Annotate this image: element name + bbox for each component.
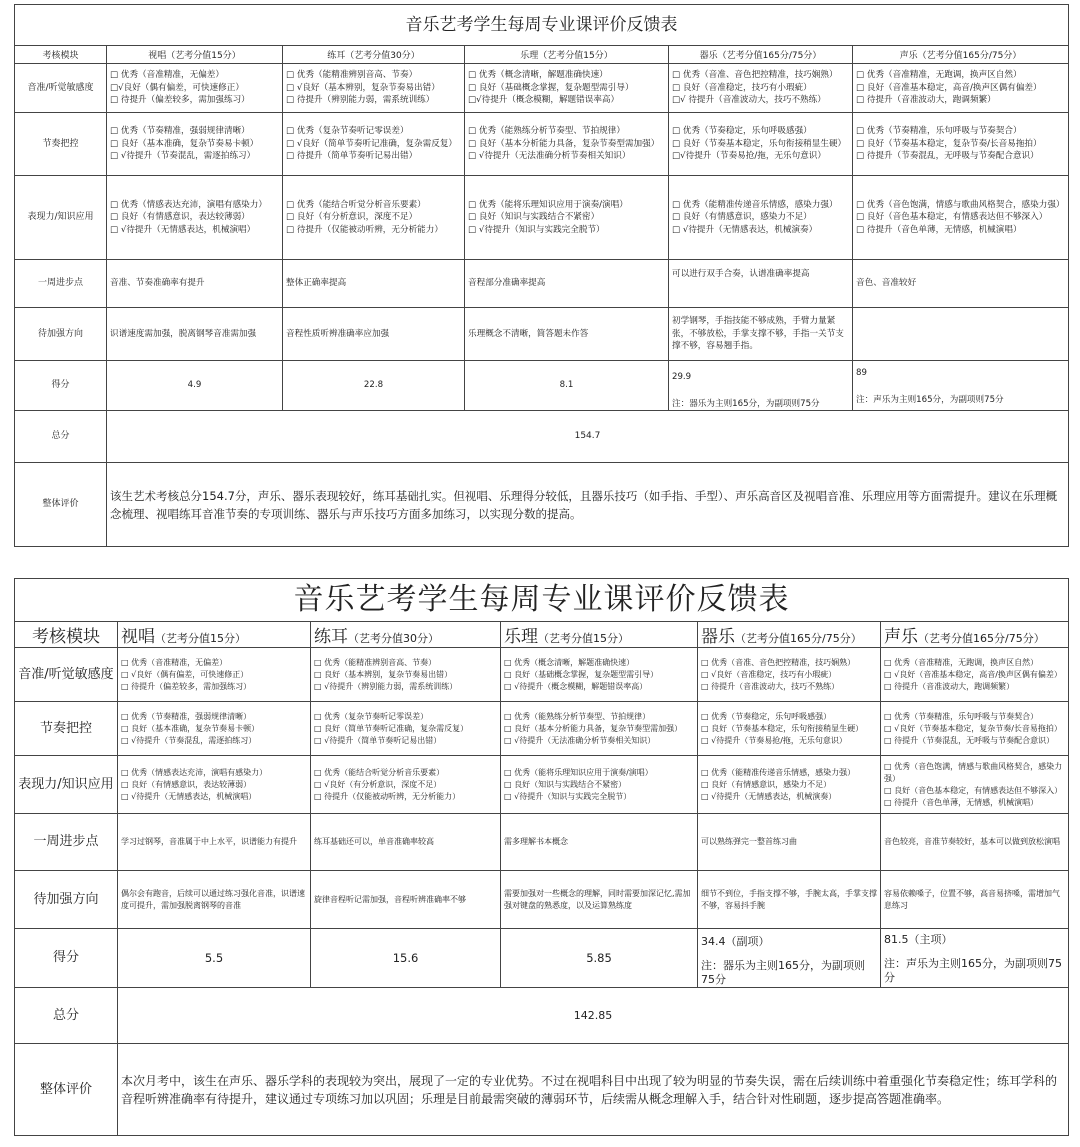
score-cell: 89 注：声乐为主则165分，为副项则75分 bbox=[853, 361, 1069, 411]
criteria-cell: □ 优秀（节奏稳定，乐句呼吸感强） □ 良好（节奏基本稳定，乐句衔接稍显生硬） □ √待提升（节奏易抢/拖，无乐句意识） bbox=[698, 702, 881, 756]
criteria-cell: □ 优秀（音色饱满，情感与歌曲风格契合，感染力强） □ 良好（音色基本稳定，有情感表达但不够深入） □ 待提升（音色单薄，无情感，机械演唱） bbox=[881, 756, 1069, 814]
total-score: 142.85 bbox=[118, 988, 1069, 1044]
row-label: 节奏把控 bbox=[15, 113, 107, 176]
evaluation-table bbox=[14, 4, 1069, 547]
column-header-ear-training: 练耳（艺考分值30分） bbox=[311, 622, 501, 648]
criteria-cell: □ 优秀（音准精准，无跑调，换声区自然） □ 良好（音准基本稳定，高音/换声区偶有偏差） □ 待提升（音准波动大，跑调频繁） bbox=[853, 64, 1069, 113]
criteria-cell: □ 优秀（音准精准，无偏差） □√良好（偶有偏差，可快速修正） □ 待提升（偏差较多，需加强练习） bbox=[107, 64, 283, 113]
score-cell: 81.5（主项） 注：声乐为主则165分，为副项则75分 bbox=[881, 929, 1069, 988]
column-header-vocal: 声乐（艺考分值165分/75分） bbox=[881, 622, 1069, 648]
improve-cell: 音程性质听辨准确率应加强 bbox=[283, 308, 465, 361]
criteria-cell: □ 优秀（节奏精准，强弱规律清晰） □ 良好（基本准确，复杂节奏易卡顿） □ √待提升（节奏混乱，需逐拍练习） bbox=[107, 113, 283, 176]
criteria-cell: □ 优秀（能结合听觉分析音乐要素） □ √良好（有分析意识，深度不足） □ 待提升（仅能被动听辨，无分析能力） bbox=[311, 756, 501, 814]
criteria-cell: □ 优秀（节奏精准，乐句呼吸与节奏契合） □ 良好（节奏基本稳定，复杂节奏/长音易拖拍） □ 待提升（节奏混乱，无呼吸与节奏配合意识） bbox=[853, 113, 1069, 176]
improve-cell: 乐理概念不清晰，简答题未作答 bbox=[465, 308, 669, 361]
progress-cell: 整体正确率提高 bbox=[283, 260, 465, 308]
criteria-cell: □ 优秀（能结合听觉分析音乐要素） □ 良好（有分析意识，深度不足） □ 待提升（仅能被动听辨，无分析能力） bbox=[283, 176, 465, 260]
column-header-vocal: 声乐（艺考分值165分/75分） bbox=[853, 46, 1069, 64]
table-row bbox=[15, 64, 1069, 113]
progress-cell: 音色、音准较好 bbox=[853, 260, 1069, 308]
feedback-sheet-2 bbox=[14, 578, 1068, 1126]
row-label: 整体评价 bbox=[15, 463, 107, 547]
row-label: 待加强方向 bbox=[15, 871, 118, 929]
table-row bbox=[15, 463, 1069, 547]
table-row bbox=[15, 361, 1069, 411]
criteria-cell: □ 优秀（能将乐理知识应用于演奏/演唱） □ 良好（知识与实践结合不紧密） □ √待提升（知识与实践完全脱节） bbox=[501, 756, 698, 814]
column-header-instrument: 器乐（艺考分值165分/75分） bbox=[669, 46, 853, 64]
progress-cell: 学习过钢琴，音准属于中上水平，识谱能力有提升 bbox=[118, 814, 311, 871]
criteria-cell: □ 优秀（能将乐理知识应用于演奏/演唱） □ 良好（知识与实践结合不紧密） □ √待提升（知识与实践完全脱节） bbox=[465, 176, 669, 260]
progress-cell: 可以进行双手合奏，认谱准确率提高 bbox=[669, 260, 853, 308]
criteria-cell: □ 优秀（复杂节奏听记零误差） □ √良好（简单节奏听记准确，复杂需反复） □ 待提升（简单节奏听记易出错） bbox=[283, 113, 465, 176]
row-label: 待加强方向 bbox=[15, 308, 107, 361]
score-cell: 22.8 bbox=[283, 361, 465, 411]
table-row bbox=[15, 648, 1069, 702]
table-row bbox=[15, 411, 1069, 463]
improve-cell: 容易依赖嗓子，位置不够，高音易挤嗓，需增加气息练习 bbox=[881, 871, 1069, 929]
score-cell: 29.9 注：器乐为主则165分，为副项则75分 bbox=[669, 361, 853, 411]
score-cell: 8.1 bbox=[465, 361, 669, 411]
row-label: 得分 bbox=[15, 929, 118, 988]
total-score: 154.7 bbox=[107, 411, 1069, 463]
improve-cell: 旋律音程听记需加强，音程听辨准确率不够 bbox=[311, 871, 501, 929]
criteria-cell: □ 优秀（能精准辨别音高、节奏） □ 良好（基本辨别，复杂节奏易出错） □ √待提升（辨别能力弱，需系统训练） bbox=[311, 648, 501, 702]
criteria-cell: □ 优秀（音色饱满，情感与歌曲风格契合，感染力强） □ 良好（音色基本稳定，有情感表达但不够深入） □ 待提升（音色单薄，无情感，机械演唱） bbox=[853, 176, 1069, 260]
page-title: 音乐艺考学生每周专业课评价反馈表 bbox=[15, 579, 1069, 622]
improve-cell: 细节不到位，手指支撑不够，手腕太高，手掌支撑不够，容易抖手腕 bbox=[698, 871, 881, 929]
criteria-cell: □ 优秀（音准精准，无偏差） □ √良好（偶有偏差，可快速修正） □ 待提升（偏差较多，需加强练习） bbox=[118, 648, 311, 702]
progress-cell: 音色较亮，音准节奏较好，基本可以做到放松演唱 bbox=[881, 814, 1069, 871]
table-row bbox=[15, 702, 1069, 756]
table-row bbox=[15, 113, 1069, 176]
progress-cell: 可以熟练弹完一整首练习曲 bbox=[698, 814, 881, 871]
row-label: 一周进步点 bbox=[15, 260, 107, 308]
table-row bbox=[15, 176, 1069, 260]
progress-cell: 练耳基础还可以，单音准确率较高 bbox=[311, 814, 501, 871]
progress-cell: 音准、节奏准确率有提升 bbox=[107, 260, 283, 308]
table-row bbox=[15, 756, 1069, 814]
criteria-cell: □ 优秀（情感表达充沛，演唱有感染力） □ 良好（有情感意识，表达较薄弱） □ √待提升（无情感表达，机械演唱） bbox=[118, 756, 311, 814]
row-label: 音准/听觉敏感度 bbox=[15, 648, 118, 702]
criteria-cell: □ 优秀（能精准传递音乐情感，感染力强） □ 良好（有情感意识，感染力不足） □ √待提升（无情感表达，机械演奏） bbox=[698, 756, 881, 814]
criteria-cell: □ 优秀（能熟练分析节奏型、节拍规律） □ 良好（基本分析能力具备，复杂节奏型需加强） □ √待提升（无法准确分析节奏相关知识） bbox=[501, 702, 698, 756]
table-row bbox=[15, 308, 1069, 361]
row-label: 表现力/知识应用 bbox=[15, 176, 107, 260]
criteria-cell: □ 优秀（能精准传递音乐情感，感染力强） □ 良好（有情感意识，感染力不足） □ √待提升（无情感表达，机械演奏） bbox=[669, 176, 853, 260]
evaluation-table bbox=[14, 578, 1069, 1136]
row-label: 音准/听觉敏感度 bbox=[15, 64, 107, 113]
criteria-cell: □ 优秀（概念清晰，解题准确快速） □ 良好（基础概念掌握，复杂题型需引导） □√待提升（概念模糊，解题错误率高） bbox=[465, 64, 669, 113]
feedback-sheet-1 bbox=[14, 4, 1068, 550]
table-row bbox=[15, 988, 1069, 1044]
improve-cell: 初学钢琴，手指技能不够成熟，手臂力量紧张，不够放松，手掌支撑不够，手指一关节支撑不够，容易翘手指。 bbox=[669, 308, 853, 361]
criteria-cell: □ 优秀（能精准辨别音高、节奏） □ √良好（基本辨别，复杂节奏易出错） □ 待提升（辨别能力弱，需系统训练） bbox=[283, 64, 465, 113]
improve-cell bbox=[853, 308, 1069, 361]
module-header: 考核模块 bbox=[15, 46, 107, 64]
overall-evaluation: 本次月考中，该生在声乐、器乐学科的表现较为突出，展现了一定的专业优势。不过在视唱科目中出现了较为明显的节奏失误，需在后续训练中着重强化节奏稳定性；练耳学科的音程听辨准确率有待提升，建议通过专项练习加以巩固；乐理是目前最需突破的薄弱环节，后续需从概念理解入手，结合针对性刷题，逐步提高答题准确率。 bbox=[118, 1044, 1069, 1136]
progress-cell: 音程部分准确率提高 bbox=[465, 260, 669, 308]
criteria-cell: □ 优秀（音准、音色把控精准，技巧娴熟） □ 良好（音准稳定，技巧有小瑕疵） □√ 待提升（音准波动大，技巧不熟练） bbox=[669, 64, 853, 113]
column-header-sight-singing: 视唱（艺考分值15分） bbox=[118, 622, 311, 648]
row-label: 整体评价 bbox=[15, 1044, 118, 1136]
module-header: 考核模块 bbox=[15, 622, 118, 648]
column-header-instrument: 器乐（艺考分值165分/75分） bbox=[698, 622, 881, 648]
page-title: 音乐艺考学生每周专业课评价反馈表 bbox=[15, 5, 1069, 46]
criteria-cell: □ 优秀（节奏精准，强弱规律清晰） □ 良好（基本准确，复杂节奏易卡顿） □ √待提升（节奏混乱，需逐拍练习） bbox=[118, 702, 311, 756]
row-label: 节奏把控 bbox=[15, 702, 118, 756]
row-label: 一周进步点 bbox=[15, 814, 118, 871]
criteria-cell: □ 优秀（能熟练分析节奏型、节拍规律） □ 良好（基本分析能力具备，复杂节奏型需加强） □ √待提升（无法准确分析节奏相关知识） bbox=[465, 113, 669, 176]
improve-cell: 偶尔会有跑音，后续可以通过练习强化音准，识谱速度可提升，需加强脱离钢琴的音准 bbox=[118, 871, 311, 929]
column-header-ear-training: 练耳（艺考分值30分） bbox=[283, 46, 465, 64]
improve-cell: 需要加强对一些概念的理解，同时需要加深记忆,需加强对键盘的熟悉度，以及运算熟练度 bbox=[501, 871, 698, 929]
score-cell: 5.85 bbox=[501, 929, 698, 988]
table-row bbox=[15, 929, 1069, 988]
table-row bbox=[15, 871, 1069, 929]
overall-evaluation: 该生艺术考核总分154.7分，声乐、器乐表现较好，练耳基础扎实。但视唱、乐理得分较低，且器乐技巧（如手指、手型）、声乐高音区及视唱音准、乐理应用等方面需提升。建议在乐理概念梳理、视唱练耳音准节奏的专项训练、器乐与声乐技巧方面多加练习，以实现分数的提高。 bbox=[107, 463, 1069, 547]
table-row bbox=[15, 260, 1069, 308]
criteria-cell: □ 优秀（概念清晰，解题准确快速） □ 良好（基础概念掌握，复杂题型需引导） □ √待提升（概念模糊，解题错误率高） bbox=[501, 648, 698, 702]
criteria-cell: □ 优秀（节奏稳定，乐句呼吸感强） □ 良好（节奏基本稳定，乐句衔接稍显生硬） □√待提升（节奏易抢/拖，无乐句意识） bbox=[669, 113, 853, 176]
table-row bbox=[15, 1044, 1069, 1136]
row-label: 总分 bbox=[15, 411, 107, 463]
column-header-sight-singing: 视唱（艺考分值15分） bbox=[107, 46, 283, 64]
row-label: 得分 bbox=[15, 361, 107, 411]
criteria-cell: □ 优秀（音准精准，无跑调，换声区自然） □ √良好（音准基本稳定，高音/换声区偶有偏差） □ 待提升（音准波动大，跑调频繁） bbox=[881, 648, 1069, 702]
score-cell: 34.4（副项） 注：器乐为主则165分，为副项则75分 bbox=[698, 929, 881, 988]
progress-cell: 需多理解书本概念 bbox=[501, 814, 698, 871]
criteria-cell: □ 优秀（复杂节奏听记零误差） □ 良好（简单节奏听记准确，复杂需反复） □ √待提升（简单节奏听记易出错） bbox=[311, 702, 501, 756]
criteria-cell: □ 优秀（音准、音色把控精准，技巧娴熟） □ √良好（音准稳定，技巧有小瑕疵） □ 待提升（音准波动大，技巧不熟练） bbox=[698, 648, 881, 702]
score-cell: 15.6 bbox=[311, 929, 501, 988]
column-header-music-theory: 乐理（艺考分值15分） bbox=[465, 46, 669, 64]
score-cell: 4.9 bbox=[107, 361, 283, 411]
row-label: 表现力/知识应用 bbox=[15, 756, 118, 814]
improve-cell: 识谱速度需加强，脱离钢琴音准需加强 bbox=[107, 308, 283, 361]
criteria-cell: □ 优秀（节奏精准，乐句呼吸与节奏契合） □ √良好（节奏基本稳定，复杂节奏/长音易拖拍） □ 待提升（节奏混乱，无呼吸与节奏配合意识） bbox=[881, 702, 1069, 756]
row-label: 总分 bbox=[15, 988, 118, 1044]
table-row bbox=[15, 814, 1069, 871]
score-cell: 5.5 bbox=[118, 929, 311, 988]
criteria-cell: □ 优秀（情感表达充沛，演唱有感染力） □ 良好（有情感意识，表达较薄弱） □ √待提升（无情感表达，机械演唱） bbox=[107, 176, 283, 260]
column-header-music-theory: 乐理（艺考分值15分） bbox=[501, 622, 698, 648]
